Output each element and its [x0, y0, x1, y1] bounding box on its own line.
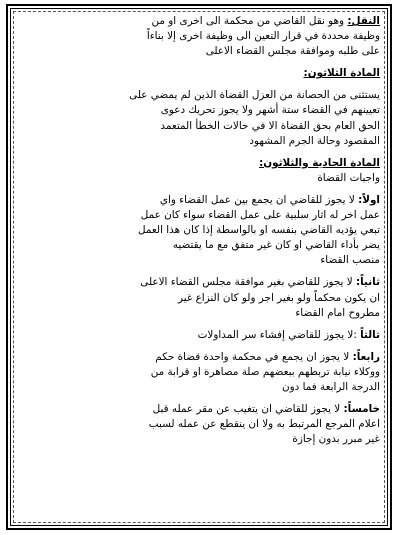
item-4-line-3: الدرجة الرابعة فما دون — [282, 380, 380, 393]
item-2-line-2: ان يكون محكماً ولو بغير اجر ولو كان النزاع غير — [177, 291, 380, 304]
article-30-line-4: المقصود وحالة الجرم المشهود — [249, 134, 380, 147]
item-4-line-1: رابعاً: لا يجوز ان يجمع في محكمة واحدة قضاة حكم — [155, 350, 380, 363]
item-3-label: ثالثاً — [360, 328, 380, 341]
item-2-line-3: مطروح امام القضاء — [295, 306, 380, 319]
item-5-line-1: خامساً: لا يجوز للقاضي ان يتغيب عن مقر عمله قبل — [152, 403, 380, 416]
item-1-line-2: عمل اخر له اثار سلبية على عمل القضاء سواء كان عمل — [140, 209, 380, 222]
article-30-line-2: تعيينهم في القضاء ستة أشهر ولا يجوز تحريك دعوى — [160, 104, 380, 117]
item-1-label: اولاً: — [358, 193, 380, 206]
item-1-line-3: تبعي يؤديه القاضي بنفسه او بالواسطة إذا كان هذا العمل — [138, 224, 380, 237]
item-5-line-3: غير مبرر بدون إجازة — [292, 433, 380, 446]
article-30-title: المادة الثلاثون: — [303, 67, 380, 80]
article-31-title: المادة الحادية والثلاثون: — [259, 156, 380, 169]
item-1-line-4: يضر بأداء القاضي او كان غير متفق مع ما يقتضيه — [172, 239, 380, 252]
item-2-label: ثانياً: — [355, 276, 380, 289]
item-5-label: خامساً: — [343, 403, 380, 416]
document-body — [20, 14, 380, 524]
article-30-line-3: الحق العام بحق القضاة الا في حالات الخطأ المتعمد — [160, 119, 380, 132]
transfer-paragraph-line-3: على طلبه وموافقة مجلس القضاء الاعلى — [205, 45, 380, 58]
item-3-line-1: ثالثاً :لا يجوز للقاضي إفشاء سر المداولات — [197, 328, 380, 341]
item-1-line-5: منصب القضاء — [320, 254, 380, 267]
article-31-subtitle: واجبات القضاة — [317, 171, 380, 184]
transfer-paragraph-line-2: وظيفة محددة في قرار التعين الى وظيفة اخرى إلا بناءاً — [146, 30, 380, 43]
transfer-paragraph-line-1: النقل: وهو نقل القاضي من محكمة الى اخرى او من — [151, 15, 380, 27]
article-30-line-1: يستثنى من الحصانة من العزل القضاة الذين لم يمضي على — [129, 89, 380, 102]
item-4-line-2: ووكلاء نيابة تربطهم ببعضهم صلة مصاهرة او قرابة من — [150, 365, 380, 378]
item-2-line-1: ثانياً: لا يجوز للقاضي بغير موافقة مجلس القضاء الاعلى — [140, 276, 380, 289]
item-5-line-2: اعلام المرجع المرتبط به ولا ان ينقطع عن عمله لسبب — [148, 418, 380, 431]
transfer-label: النقل: — [347, 15, 380, 27]
item-1-line-1: اولاً: لا يجوز للقاضي ان يجمع بين عمل القضاء واي — [159, 193, 380, 206]
item-4-label: رابعاً: — [352, 350, 380, 363]
